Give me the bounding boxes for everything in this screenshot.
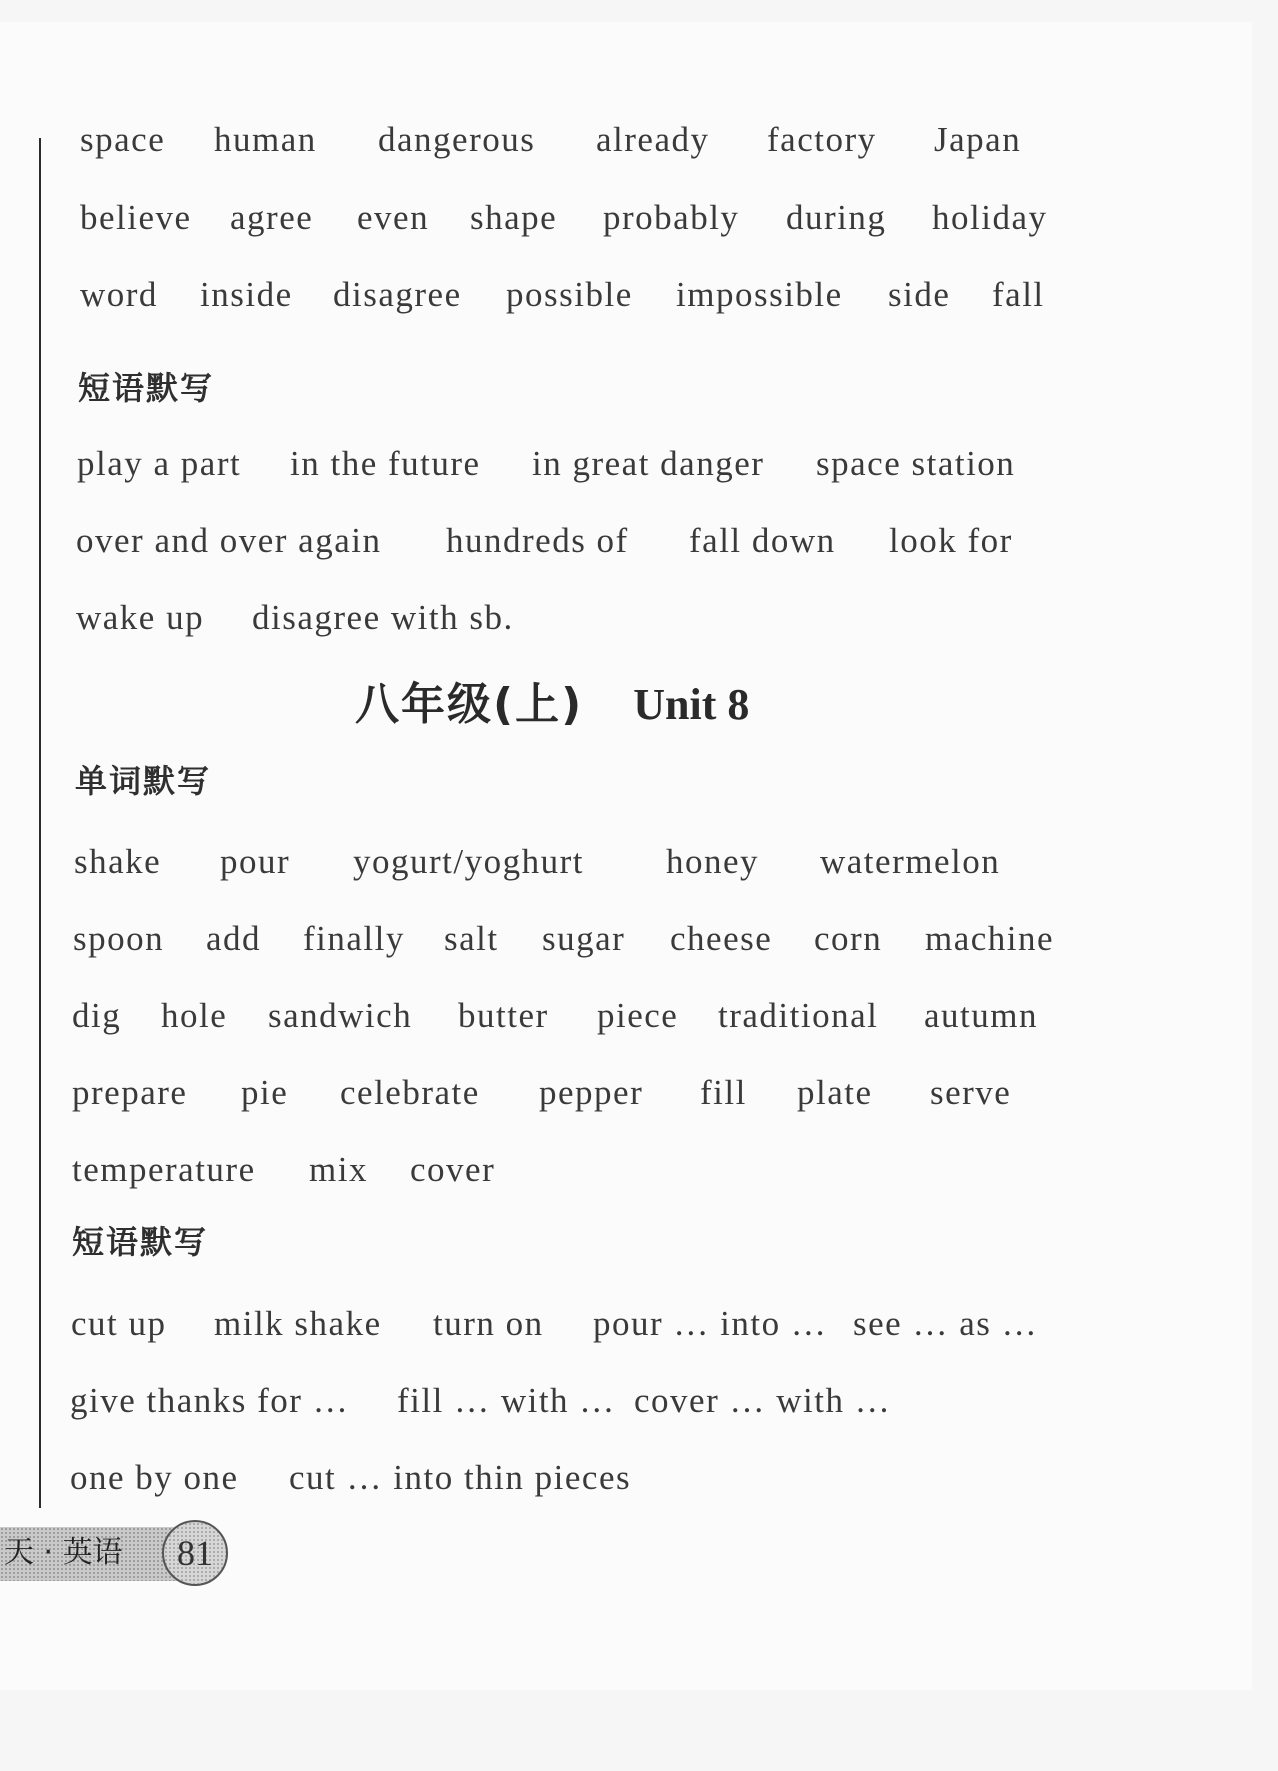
word: disagree [333,275,462,314]
word: impossible [676,275,843,314]
phrase: over and over again [76,521,382,560]
word: shape [470,198,558,237]
footer-label: 天 · 英语 [4,1535,123,1570]
word: serve [930,1073,1012,1112]
word: corn [814,919,883,958]
phrase: give thanks for … [70,1381,350,1420]
word: sugar [542,919,626,958]
word: space [80,120,166,159]
grade-label: 八年级(上) [355,679,584,730]
phrase: disagree with sb. [252,598,514,637]
workbook-page [0,22,1252,1690]
word: yogurt/yoghurt [353,842,584,881]
phrase: turn on [433,1304,544,1343]
word: even [357,198,430,237]
unit-title [355,679,750,730]
word: watermelon [820,842,1001,881]
phrase: one by one [70,1458,239,1497]
unit-label: Unit 8 [633,680,750,729]
word: fall [992,275,1045,314]
phrases-heading: 短语默写 [78,369,215,407]
word: during [786,198,887,237]
word: believe [80,198,192,237]
word: prepare [72,1073,188,1112]
word: spoon [73,919,165,958]
word: salt [444,919,499,958]
phrase: cover … with … [634,1381,892,1420]
word: butter [458,996,549,1035]
phrase: in great danger [532,444,765,483]
word: agree [230,198,314,237]
word: Japan [934,120,1022,159]
phrases-heading: 短语默写 [72,1223,209,1261]
phrase: wake up [76,598,205,637]
word: celebrate [340,1073,480,1112]
word: shake [74,842,162,881]
word: temperature [72,1150,256,1189]
word: possible [506,275,633,314]
word: finally [303,919,405,958]
phrase: see … as … [853,1304,1039,1343]
word: pepper [539,1073,644,1112]
phrase: pour … into … [593,1304,828,1343]
word: cover [410,1150,496,1189]
word: human [214,120,317,159]
word: cheese [670,919,773,958]
word: dangerous [378,120,536,159]
phrase: play a part [77,444,242,483]
phrase: fill … with … [397,1381,616,1420]
phrase: cut up [71,1304,167,1343]
word: traditional [718,996,879,1035]
margin-rule [39,138,41,1508]
word: pour [220,842,291,881]
phrase: in the future [290,444,481,483]
word: autumn [924,996,1038,1035]
word: inside [200,275,293,314]
words-heading: 单词默写 [75,762,212,800]
word: fill [700,1073,747,1112]
phrase: look for [889,521,1013,560]
word: hole [161,996,228,1035]
phrase: hundreds of [446,521,629,560]
page-number: 81 [177,1533,213,1573]
word: side [888,275,951,314]
word: sandwich [268,996,413,1035]
word: probably [603,198,740,237]
phrase: cut … into thin pieces [289,1458,632,1497]
phrase: space station [816,444,1016,483]
word: machine [925,919,1055,958]
phrase: fall down [689,521,836,560]
word: factory [767,120,877,159]
word: plate [797,1073,873,1112]
word: dig [72,996,122,1035]
page-number-badge [162,1520,228,1586]
phrase: milk shake [214,1304,382,1343]
word: word [80,275,158,314]
word: add [206,919,262,958]
word: pie [241,1073,289,1112]
word: piece [597,996,679,1035]
word: mix [309,1150,368,1189]
word: holiday [932,198,1048,237]
word: already [596,120,710,159]
word: honey [666,842,760,881]
